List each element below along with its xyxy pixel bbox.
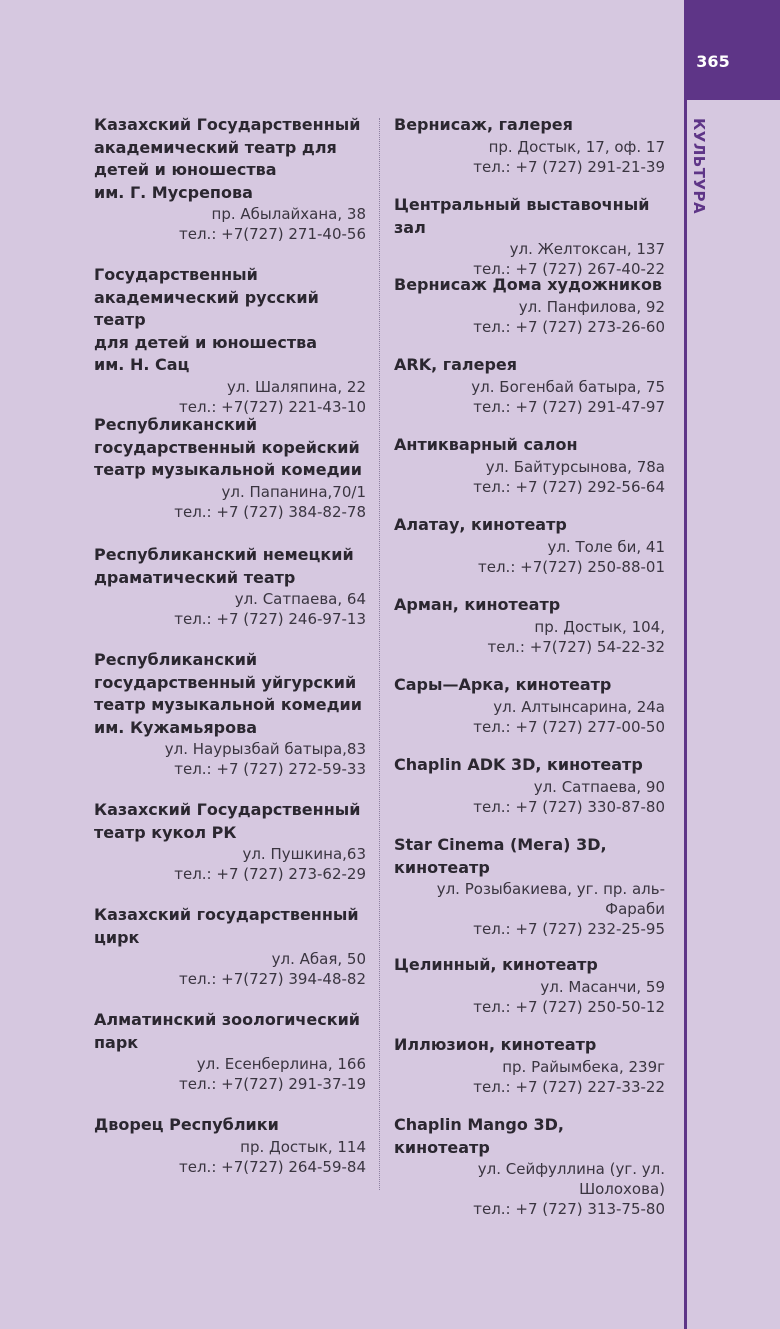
venue-name: Целинный, кинотеатр xyxy=(394,955,598,974)
venue-name: Казахский Государственный театр кукол РК xyxy=(94,800,361,842)
listing-entry xyxy=(394,1034,665,1097)
venue-phone: тел.: +7 (727) 272-59-33 xyxy=(174,760,366,778)
venue-address: пр. Достык, 114 xyxy=(240,1137,366,1156)
venue-name: Арман, кинотеатр xyxy=(394,595,561,614)
venue-phone: тел.: +7 (727) 291-21-39 xyxy=(473,157,665,176)
listing-entry xyxy=(94,264,366,417)
listing-entry xyxy=(94,904,366,989)
listing-entry xyxy=(394,514,665,577)
venue-name: Chaplin ADK 3D, кинотеатр xyxy=(394,755,643,774)
listing-entry xyxy=(94,414,366,522)
venue-phone: тел.: +7(727) 54-22-32 xyxy=(487,637,665,656)
listing-entry xyxy=(94,544,366,629)
venue-address: ул. Сатпаева, 90 xyxy=(533,777,665,796)
venue-phone: тел.: +7 (727) 313-75-80 xyxy=(473,1200,665,1218)
venue-address: пр. Достык, 104, xyxy=(534,617,665,636)
venue-name: Казахский государственный цирк xyxy=(94,905,359,947)
venue-name: Дворец Республики xyxy=(94,1115,279,1134)
venue-address: ул. Розыбакиева, уг. пр. аль- Фараби xyxy=(436,880,665,918)
venue-phone: тел.: +7 (727) 273-26-60 xyxy=(473,317,665,336)
venue-address: ул. Байтурсынова, 78а xyxy=(485,457,665,476)
venue-name: Казахский Государственный академический театр для детей и юношества им. Г. Мусрепова xyxy=(94,115,361,202)
venue-name: Алатау, кинотеатр xyxy=(394,515,567,534)
venue-address: ул. Наурызбай батыра,83 xyxy=(164,740,366,758)
venue-name: Антикварный салон xyxy=(394,435,578,454)
column-divider xyxy=(379,118,380,1190)
venue-address: ул. Сейфуллина (уг. ул. Шолохова) xyxy=(477,1160,665,1198)
listing-entry xyxy=(94,799,366,884)
venue-name: ARK, галерея xyxy=(394,355,518,374)
venue-address: ул. Сатпаева, 64 xyxy=(234,590,366,608)
venue-phone: тел.: +7(727) 221-43-10 xyxy=(179,397,366,416)
venue-address: ул. Панфилова, 92 xyxy=(518,297,665,316)
venue-phone: тел.: +7 (727) 384-82-78 xyxy=(174,502,366,521)
venue-name: Chaplin Mango 3D, кинотеатр xyxy=(394,1115,564,1157)
venue-phone: тел.: +7 (727) 227-33-22 xyxy=(473,1077,665,1096)
venue-name: Государственный академический русский театр для детей и юношества им. Н. Сац xyxy=(94,265,319,374)
venue-name: Вернисаж, галерея xyxy=(394,115,573,134)
venue-address: ул. Шаляпина, 22 xyxy=(226,377,366,396)
venue-name: Республиканский немецкий драматический театр xyxy=(94,545,354,587)
venue-phone: тел.: +7(727) 264-59-84 xyxy=(179,1157,366,1176)
venue-phone: тел.: +7(727) 271-40-56 xyxy=(179,225,366,243)
venue-phone: тел.: +7 (727) 246-97-13 xyxy=(174,610,366,628)
listing-entry xyxy=(394,1114,665,1219)
listing-entry xyxy=(394,754,665,817)
listing-entry xyxy=(394,594,665,657)
venue-address: ул. Папанина,70/1 xyxy=(221,482,366,501)
listing-entry xyxy=(394,674,665,737)
venue-phone: тел.: +7 (727) 330-87-80 xyxy=(473,797,665,816)
venue-address: ул. Масанчи, 59 xyxy=(540,977,665,996)
listing-entry xyxy=(394,194,665,279)
venue-name: Star Cinema (Мега) 3D, кинотеатр xyxy=(394,835,607,877)
venue-phone: тел.: +7 (727) 291-47-97 xyxy=(473,397,665,416)
listing-entry xyxy=(94,1114,366,1177)
venue-name: Вернисаж Дома художников xyxy=(394,275,663,294)
venue-phone: тел.: +7 (727) 277-00-50 xyxy=(473,717,665,736)
venue-address: ул. Пушкина,63 xyxy=(242,845,366,863)
venue-address: пр. Райымбека, 239г xyxy=(502,1057,665,1076)
venue-address: ул. Толе би, 41 xyxy=(547,537,665,556)
venue-address: пр. Абылайхана, 38 xyxy=(211,205,366,223)
venue-phone: тел.: +7 (727) 292-56-64 xyxy=(473,477,665,496)
listing-entry xyxy=(94,649,366,779)
venue-phone: тел.: +7(727) 291-37-19 xyxy=(179,1075,366,1093)
venue-name: Центральный выставочный зал xyxy=(394,195,650,237)
listing-entry xyxy=(394,834,665,939)
venue-address: пр. Достык, 17, оф. 17 xyxy=(488,137,665,156)
listing-entry xyxy=(394,114,665,177)
venue-name: Иллюзион, кинотеатр xyxy=(394,1035,597,1054)
venue-phone: тел.: +7(727) 394-48-82 xyxy=(179,970,366,988)
venue-address: ул. Желтоксан, 137 xyxy=(509,240,665,258)
listing-entry xyxy=(394,954,665,1017)
venue-name: Республиканский государственный уйгурский театр музыкальной комедии им. Кужамьярова xyxy=(94,650,362,737)
venue-address: ул. Богенбай батыра, 75 xyxy=(471,377,665,396)
venue-phone: тел.: +7(727) 250-88-01 xyxy=(478,557,665,576)
venue-address: ул. Абая, 50 xyxy=(271,950,366,968)
page-number: 365 xyxy=(696,52,730,71)
page-number-tab xyxy=(684,0,780,100)
listing-entry xyxy=(394,274,665,337)
listing-entry xyxy=(394,354,665,417)
listing-entry xyxy=(94,1009,366,1094)
listing-entry xyxy=(394,434,665,497)
venue-phone: тел.: +7 (727) 267-40-22 xyxy=(473,260,665,278)
venue-phone: тел.: +7 (727) 232-25-95 xyxy=(473,920,665,938)
venue-name: Алматинский зоологический парк xyxy=(94,1010,361,1052)
venue-phone: тел.: +7 (727) 273-62-29 xyxy=(174,865,366,883)
venue-address: ул. Алтынсарина, 24а xyxy=(493,697,665,716)
venue-phone: тел.: +7 (727) 250-50-12 xyxy=(473,997,665,1016)
venue-name: Республиканский государственный корейский театр музыкальной комедии xyxy=(94,415,362,479)
listing-entry xyxy=(94,114,366,244)
venue-address: ул. Есенберлина, 166 xyxy=(196,1055,366,1073)
venue-name: Сары—Арка, кинотеатр xyxy=(394,675,612,694)
section-label: КУЛЬТУРА xyxy=(690,118,708,215)
